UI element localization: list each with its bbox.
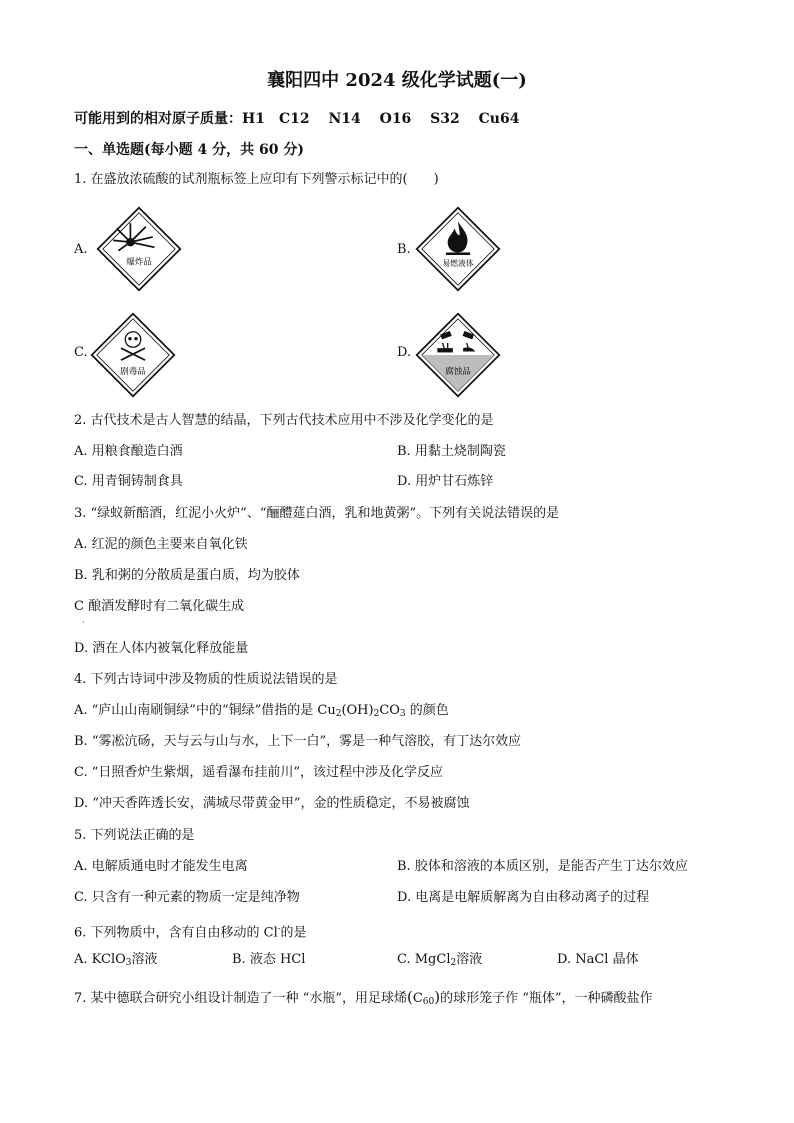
q2-option-c: C. 用青铜铸制食具 [74, 474, 183, 489]
q5-option-a: A. 电解质通电时才能发生电离 [74, 859, 248, 874]
q1-option-a-letter: A. [74, 242, 88, 257]
stray-dot: · [82, 618, 85, 627]
q2-stem: 2. 古代技术是古人智慧的结晶，下列古代技术应用中不涉及化学变化的是 [74, 413, 494, 428]
q3-option-b: B. 乳和粥的分散质是蛋白质，均为胶体 [74, 568, 300, 583]
q6-option-b: B. 液态 HCl [232, 952, 306, 967]
q4-stem: 4. 下列古诗词中涉及物质的性质说法错误的是 [74, 672, 338, 687]
q1-option-c-letter: C. [74, 345, 88, 360]
q4-option-a: A. “庐山山南刷铜绿”中的“铜绿”借指的是 $Cu_2(OH)_2CO_3$ 的颜色 [74, 703, 449, 719]
corrosive-hazard-icon [415, 312, 501, 398]
q2-option-d: D. 用炉甘石炼锌 [397, 474, 494, 489]
q5-option-b: B. 胶体和溶液的本质区别，是能否产生丁达尔效应 [397, 859, 688, 874]
toxic-skull-icon [90, 312, 176, 398]
section-heading: 一、单选题(每小题 4 分，共 60 分) [74, 142, 304, 158]
q4-option-d: D. “冲天香阵透长安，满城尽带黄金甲”，金的性质稳定，不易被腐蚀 [74, 796, 470, 811]
q4-option-b: B. “雾凇沆砀，天与云与山与水，上下一白”，雾是一种气溶胶，有丁达尔效应 [74, 734, 522, 749]
q1-option-b-letter: B. [397, 242, 411, 257]
flammable-sign-label: 易燃液体 [442, 259, 474, 269]
q3-option-d: D. 酒在人体内被氧化释放能量 [74, 641, 249, 656]
q1-option-d-letter: D. [397, 345, 412, 360]
q4-option-c: C. “日照香炉生紫烟，遥看瀑布挂前川”，该过程中涉及化学反应 [74, 765, 444, 780]
q7-stem: 7. 某中德联合研究小组设计制造了一种 “水瓶”，用足球烯$(C_{60})$的球形笼子作 “瓶体”，一种磷酸盐作 [74, 988, 653, 1007]
q6-option-a: A. KClO$_3$溶液 [74, 952, 158, 968]
q2-option-b: B. 用黏土烧制陶瓷 [397, 444, 506, 459]
q5-option-c: C. 只含有一种元素的物质一定是纯净物 [74, 890, 300, 905]
corrosive-sign-label: 腐蚀品 [445, 366, 471, 377]
q3-stem: 3. “绿蚁新醅酒，红泥小火炉”、“酾醴莚白酒，乳和地黄粥”。下列有关说法错误的是 [74, 506, 560, 521]
toxic-sign-label: 剧毒品 [120, 366, 146, 377]
q1-stem: 1. 在盛放浓硫酸的试剂瓶标签上应印有下列警示标记中的( ) [74, 172, 439, 187]
explosive-sign-label: 爆炸品 [126, 257, 152, 268]
q6-option-d: D. NaCl 晶体 [557, 952, 639, 967]
q5-option-d: D. 电离是电解质解离为自由移动离子的过程 [397, 890, 650, 905]
explosive-hazard-icon [96, 206, 182, 292]
q3-option-c: C 酿酒发酵时有二氧化碳生成 [74, 599, 245, 614]
atomic-masses: 可能用到的相对原子质量：H1 C12 N14 O16 S32 Cu64 [74, 111, 520, 127]
q2-option-a: A. 用粮食酿造白酒 [74, 444, 183, 459]
page-title: 襄阳四中 2024 级化学试题(一) [267, 70, 527, 91]
q5-stem: 5. 下列说法正确的是 [74, 828, 195, 843]
q6-stem: 6. 下列物质中，含有自由移动的 Cl-的是 [74, 924, 307, 941]
q6-option-c: C. MgCl$_2$溶液 [397, 952, 483, 968]
q3-option-a: A. 红泥的颜色主要来自氧化铁 [74, 537, 248, 552]
flammable-liquid-icon [415, 206, 501, 292]
